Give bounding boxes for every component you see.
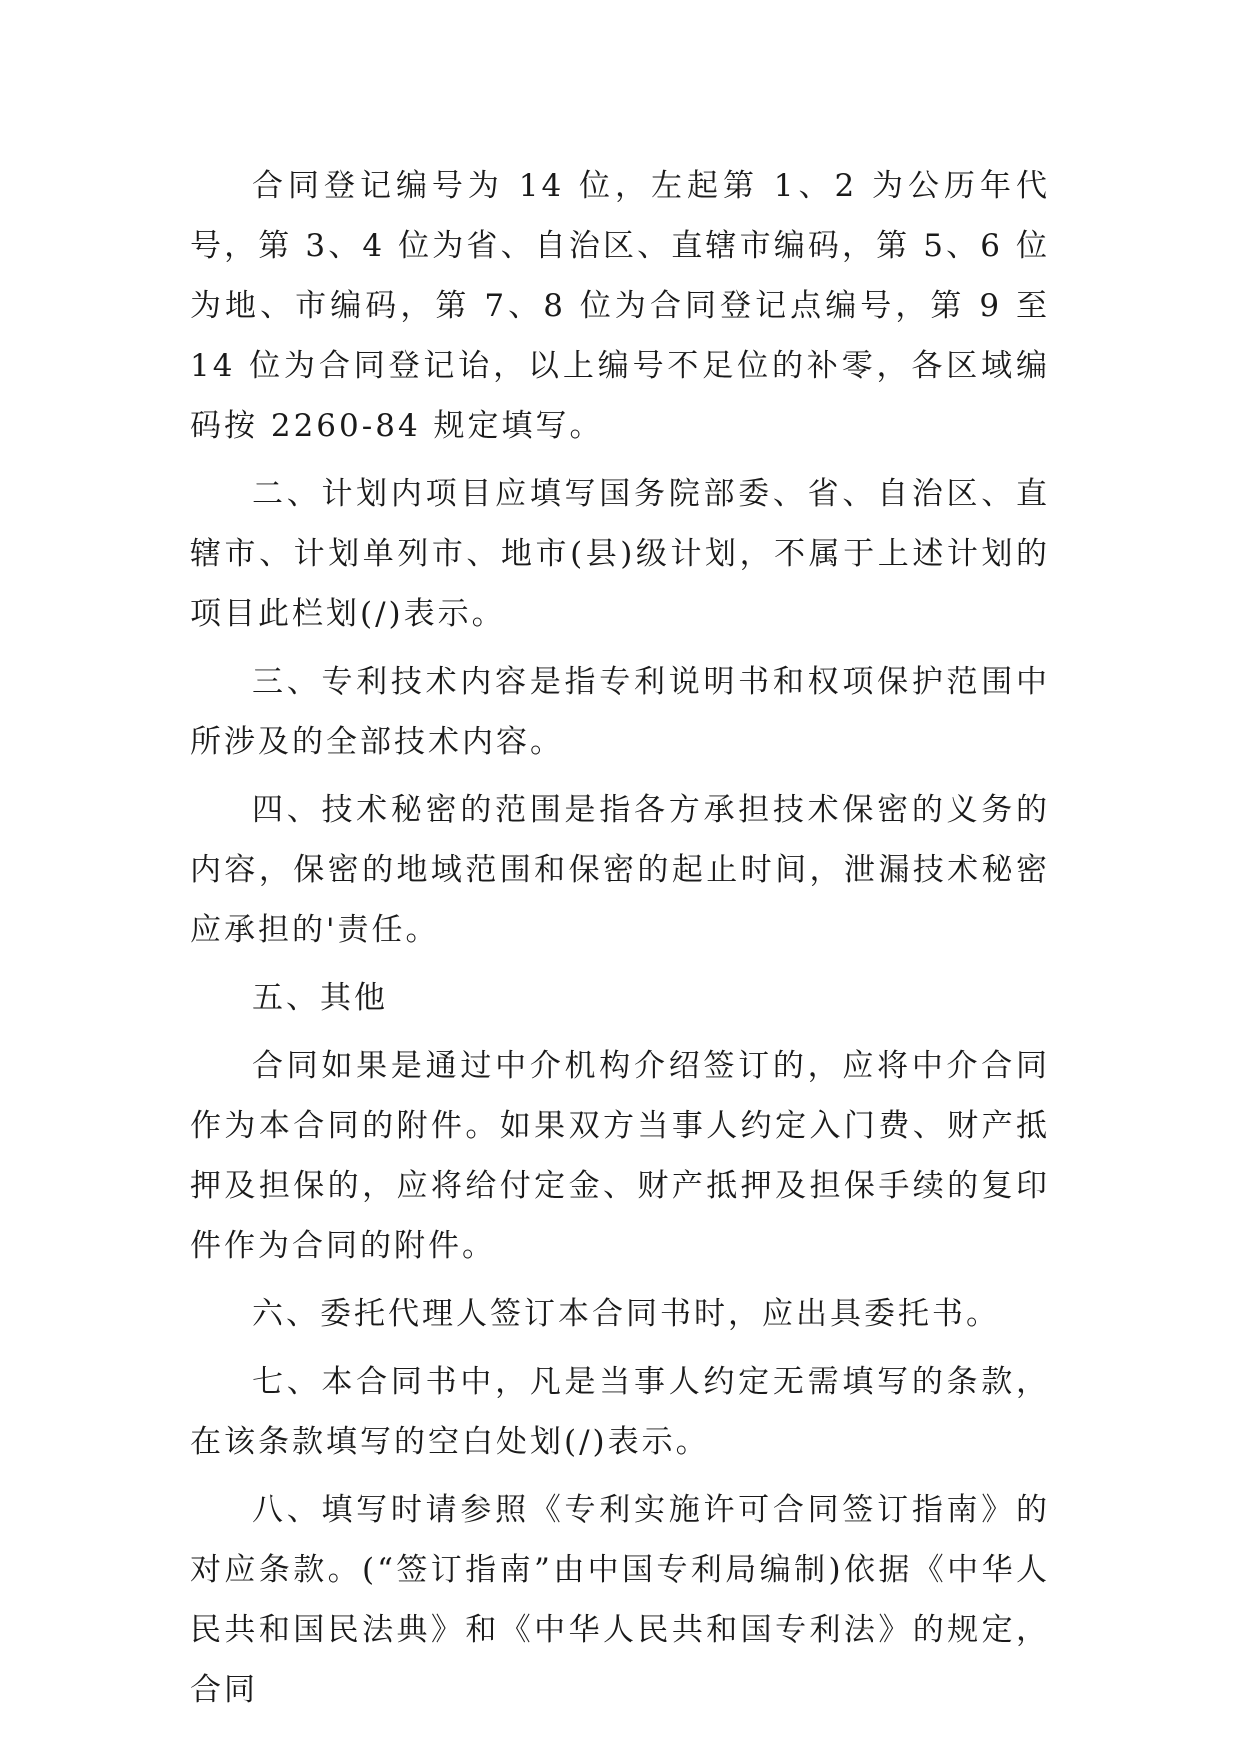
paragraph-item-3-patent-content: 三、专利技术内容是指专利说明书和权项保护范围中所涉及的全部技术内容。 (190, 664, 1050, 760)
paragraph-item-6-agent: 六、委托代理人签订本合同书时，应出具委托书。 (252, 1296, 1000, 1332)
paragraph-item-7-blank-clauses: 七、本合同书中，凡是当事人约定无需填写的条款，在该条款填写的空白处划(/)表示。 (190, 1364, 1050, 1460)
document-page (190, 156, 1050, 1728)
paragraph-item-8-guide: 八、填写时请参照《专利实施许可合同签订指南》的对应条款。(“签订指南”由中国专利局编制)依据《中华人民共和国民法典》和《中华人民共和国专利法》的规定，合同 (190, 1492, 1050, 1708)
paragraph-item-5-heading: 五、其他 (252, 980, 388, 1016)
paragraph-registration-number: 合同登记编号为 14 位，左起第 1、2 为公历年代号，第 3、4 位为省、自治区、直辖市编码，第 5、6 位为地、市编码，第 7、8 位为合同登记点编号，第 9 至 14 位为合同登记诒，以上编号不足位的补零，各区域编码按 2260-84 规定填写。 (190, 168, 1050, 444)
paragraph-item-2-plan-projects: 二、计划内项目应填写国务院部委、省、自治区、直辖市、计划单列市、地市(县)级计划，不属于上述计划的项目此栏划(/)表示。 (190, 476, 1050, 632)
paragraph-intermediary-attachment: 合同如果是通过中介机构介绍签订的，应将中介合同作为本合同的附件。如果双方当事人约定入门费、财产抵押及担保的，应将给付定金、财产抵押及担保手续的复印件作为合同的附件。 (190, 1048, 1050, 1264)
paragraph-item-4-technical-secrets: 四、技术秘密的范围是指各方承担技术保密的义务的内容，保密的地域范围和保密的起止时间，泄漏技术秘密应承担的'责任。 (190, 792, 1050, 948)
